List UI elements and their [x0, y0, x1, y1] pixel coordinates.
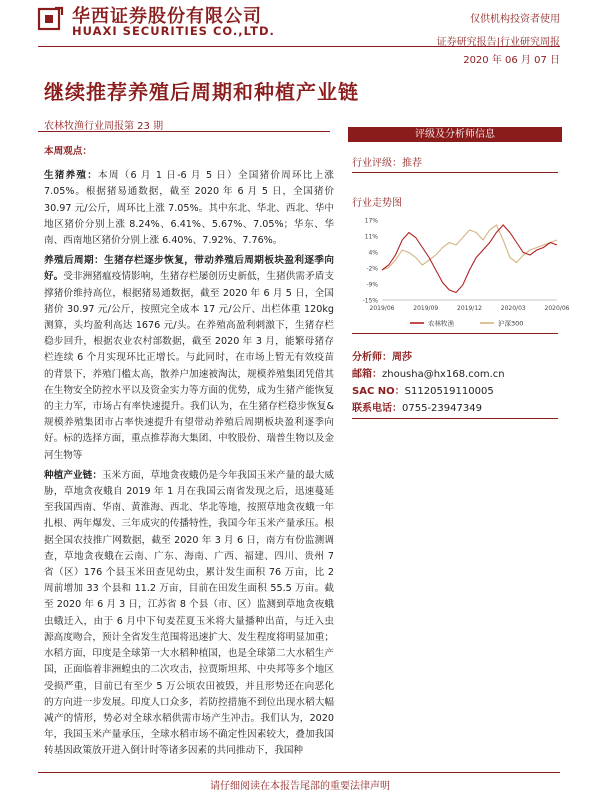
y-tick-label: -2% — [366, 265, 378, 273]
paragraph-pig-farming — [44, 168, 334, 249]
rating-box-header: 评级及分析师信息 — [348, 127, 562, 142]
y-tick-label: 17% — [364, 217, 378, 225]
x-tick-label: 2020/06 — [544, 305, 570, 312]
series-line — [382, 225, 557, 293]
series-line — [382, 225, 557, 270]
phone-label: 联系电话： — [352, 403, 402, 414]
y-axis-ticks — [362, 218, 378, 305]
sac-value: S1120519110005 — [404, 386, 494, 397]
y-tick-label: 11% — [364, 233, 378, 241]
body-text — [44, 144, 334, 764]
analyst-row — [352, 349, 505, 366]
report-title: 继续推荐养殖后周期和种植产业链 — [44, 80, 359, 104]
usage-note: 仅供机构投资者使用 — [470, 14, 560, 25]
chart-legend — [410, 319, 523, 328]
paragraph-lead: 养殖后周期：生猪存栏逐步恢复，带动养殖后周期板块盈利逐季向好。 — [44, 255, 334, 283]
email-label: 邮箱： — [352, 369, 382, 380]
rating-value: 推荐 — [402, 158, 422, 169]
sac-label: SAC NO： — [352, 386, 405, 397]
analyst-label: 分析师： — [352, 352, 392, 363]
chart-divider — [352, 333, 558, 334]
series-label: 农林牧渔行业周报第 23 期 — [44, 121, 164, 132]
x-tick-label: 2019/06 — [369, 305, 395, 312]
analyst-info — [352, 349, 505, 417]
footer-divider — [38, 772, 560, 773]
paragraph-text: 玉米方面，草地贪夜蛾仍是今年我国玉米产量的最大威胁，草地贪夜蛾自 2019 年 1 月在我国云南省发现之后，迅速蔓延至我国西南、华南、黄淮海、西北、华北等地，按照草地贪夜蛾一年扎根、两年爆发、三年成灾的传播特性，我国今年玉米产量承压。根据全国农技推广网数据，截至 2020 年 3 月 6 日，南方有份监测调查，草地贪夜蛾在云南、广东、海南、广西、福建、四川、贵州 7 省（区）176 个县玉米田查见幼虫，累计发生面积 76 万亩，比 2 周前增加 33 个县和 11.2 万亩，目前在田发生面积 55.5 万亩。截至 2020 年 6 月 3 日，江苏省 8 个县（市、区）监测到草地贪夜蛾虫蛾迁入，由于 6 月中下旬麦茬夏玉米将大量播种出苗，与迁入虫源高度吻合，预计全省发生范围将迅速扩大、发生程度将明显加重；水稻方面，印度是全球第一大水稻种植国，也是全球第二大水稻生产国，正面临着非洲蝗虫的二次攻击，拉贾斯坦邦、中央邦等多个地区受损严重，目前已有至少 5 万公顷农田被毁，并且形势还在向恶化的方向进一步发展。印度人口众多，若防控措施不到位出现水稻大幅减产的情形，势必对全球水稻供需市场产生冲击。我们认为，2020 年，我国玉米产量承压，全球水稻市场不确定性因素较大，叠加我国转基因政策放开进入倒计时等诸多因素的共同推动下，我国种 — [44, 469, 334, 757]
section-heading: 本周观点： — [44, 146, 92, 157]
title-divider — [38, 131, 330, 132]
trend-chart-label: 行业走势图 — [352, 198, 402, 209]
paragraph-lead: 生猪养殖： — [44, 170, 99, 182]
rating-divider — [352, 172, 558, 173]
rating-label: 行业评级： — [352, 158, 402, 169]
industry-trend-chart — [352, 212, 570, 330]
report-date: 2020 年 06 月 07 日 — [463, 55, 560, 66]
x-tick-label: 2019/09 — [413, 305, 439, 312]
x-axis-ticks — [370, 300, 570, 312]
y-tick-label: 4% — [368, 249, 378, 257]
header-divider — [38, 46, 560, 47]
email-value[interactable]: zhousha@hx168.com.cn — [382, 369, 505, 380]
x-tick-label: 2019/12 — [457, 305, 482, 312]
industry-rating — [352, 154, 422, 169]
legend-label: 沪深300 — [498, 319, 524, 328]
paragraph-post-cycle — [44, 253, 334, 464]
report-type: 证券研究报告|行业研究周报 — [436, 37, 560, 48]
phone-row — [352, 400, 505, 417]
legal-notice: 请仔细阅读在本报告尾部的重要法律声明 — [210, 781, 390, 792]
analyst-name: 周莎 — [392, 352, 412, 363]
contact-divider — [352, 418, 558, 419]
paragraph-text: 本周（6 月 1 日-6 月 5 日）全国猪价周环比上涨 7.05%。根据猪易通数据，截至 2020 年 6 月 5 日，全国猪价 30.97 元/公斤，周环比上涨 7.05%。其中东北、华北、西北、华中地区猪价分别上涨 8.24%、6.41%、5.67%、7.05%；华东、华南、西南地区猪价分别上涨 6.40%、7.92%、7.76%。 — [44, 170, 334, 247]
y-tick-label: -15% — [362, 297, 378, 305]
huaxi-logo-icon — [38, 6, 64, 32]
company-name-en: HUAXI SECURITIES CO.,LTD. — [72, 24, 275, 38]
x-tick-label: 2020/03 — [500, 305, 526, 312]
sac-row — [352, 383, 505, 400]
phone-value: 0755-23947349 — [402, 403, 482, 414]
chart-series — [382, 225, 557, 293]
legend-label: 农林牧渔 — [428, 319, 454, 328]
paragraph-lead: 种植产业链： — [44, 469, 103, 481]
y-tick-label: -9% — [366, 281, 378, 289]
company-name-cn: 华西证券股份有限公司 — [72, 6, 262, 27]
paragraph-planting — [44, 468, 334, 760]
paragraph-text: 受非洲猪瘟疫情影响，生猪存栏屡创历史新低，生猪供需矛盾支撑猪价维持高位，根据猪易通数据，截至 2020 年 6 月 5 日，全国猪价 30.97 元/公斤，按照完全成本 17 元/公斤、出栏体重 120kg 测算，头均盈利高达 1676 元/头。在养殖高盈利刺激下，生猪存栏稳步回升，根据农业农村部数据，截至 2020 年 3 月，能繁母猪存栏连续 6 个月实现环比正增长。与此同时，在市场上暂无有效疫苗的背景下，养殖门槛太高，散养户加速被淘汰，规模养殖集团凭借其在生物安全防控水平以及资金实力等方面的优势，成为生猪产能恢复的主力军，市场占有率快速提升。我们认为，在生猪存栏稳步恢复&规模养殖集团市占率快速提升有望带动养殖后周期板块盈利逐季向好。标的选择方面，重点推荐海大集团、中牧股份、瑞普生物以及金河生物等 — [44, 271, 335, 461]
email-row — [352, 366, 505, 383]
